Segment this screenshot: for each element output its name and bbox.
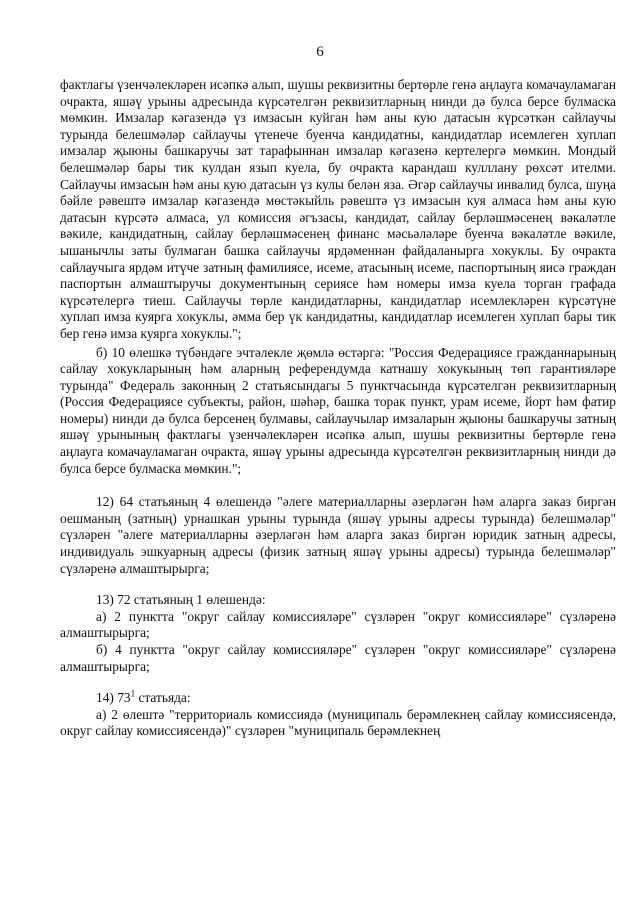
paragraph-amendment-b: б) 10 өлешкә түбәндәге эчтәлекле җөмлә өстәргә: "Россия Федерациясе гражданнарының сайлау хокукларының һәм аларның референдумда катнашу хокукының төп гарантияләре турында" Федераль законның 2 статьясындагы 5 пунктчасында күрсәтелгән реквизитларның (Россия Федерациясе субъекты, район, шәһәр, башка торак пункт, урам исеме, йорт һәм фатир номеры) нинди дә булса берсенең булмавы, сайлаучылар имзаларын җыюны башкаручы затның яшәү урынының фактлагы үзенчәлекләрен исәпкә алып, шушы реквизитны бертөрле генә аңлауга комачауламаган очракта, яшәү урыны адресында күрсәтелгән реквизитларның нинди дә булса берсе булмаска мөмкин."; — [60, 344, 616, 476]
document-body — [60, 77, 616, 740]
paragraph-continuation: фактлагы үзенчәлекләрен исәпкә алып, шушы реквизитны бертөрле генә аңлауга комачауламаган очракта, яшәү урыны адресында күрсәтелгән реквизитларның нинди дә булса берсе булмаска мөмкин. Имзалар кәгазендә үз имзасын куйган һәм аны кую датасын күрсәткән сайлаучы турында белешмәләр сайлаучы үтенече буенча кандидатны, кандидатлар исемлеген хуплап имзалар җыюны башкаручы зат тарафыннан имзалар кәгазенә кертелергә мөмкин. Мондый белешмәләр бары тик кулдан язып куела, бу очракта карандаш кулллану рөхсәт ителми. Сайлаучы имзасын һәм аны кую датасын үз кулы белән яза. Әгәр сайлаучы инвалид булса, шуңа бәйле рәвештә имзалар кәгазендә мөстәкыйль рәвештә үз имзасын куя алмаса һәм аны кую датасын күрсәтә алмаса, ул комиссия әгъзасы, кандидат, сайлау берләшмәсенең вәкаләтле вәкиле, кандидатның, сайлау берләшмәсенең финанс мәсьәләләре буенча вәкаләтле вәкиле, ышанычлы заты булмаган башка сайлаучы ярдәменнән файдаланырга хокуклы. Бу очракта сайлаучыга ярдәм итүче затның фамилиясе, исеме, атасының исеме, паспортының яисә граждан паспортын алмаштыручы документының сериясе һәм номеры имза куела торган графада күрсәтелергә тиеш. Сайлаучы төрле кандидатларны, кандидатлар исемлекләрен күрсәтүне хуплап имза куярга хокуклы, әмма бер үк кандидатны, кандидатлар исемлеген хуплап бары тик бер генә имза куярга хокуклы."; — [60, 77, 616, 341]
paragraph-item-13-a: а) 2 пунктта "округ сайлау комиссияләре" сүзләрен "округ комиссияләре" сүзләренә алмаштырырга; — [60, 608, 616, 641]
item-14-tail: статьяда: — [135, 690, 191, 706]
paragraph-item-13-b: б) 4 пунктта "округ сайлау комиссияләре" сүзләрен "округ комиссияләре" сүзләренә алмаштырырга; — [60, 642, 616, 674]
paragraph-item-14-a: а) 2 өлештә "территориаль комиссиядә (муниципаль берәмлекнең сайлау комиссиясендә, округ сайлау комиссиясендә)" сүзләрен "муниципаль берәмлекнең — [60, 706, 616, 739]
paragraph-item-12: 12) 64 статьяның 4 өлешендә "әлеге материалларны әзерләгән һәм аларга заказ биргән оешманың (затның) урнашкан урыны турында (яшәү урыны адресы турында) белешмәләр" сүзләрен "әлеге материалларны әзерләгән һәм аларга заказ биргән юридик затның адресы, индивидуаль эшкуарның адресы (физик затның яшәү урыны адресы) турында белешмәләр" сүзләренә алмаштырырга; — [60, 494, 616, 576]
item-14-lead: 14) 73 — [96, 690, 131, 706]
paragraph-item-13: 13) 72 статьяның 1 өлешендә: — [96, 592, 266, 608]
paragraph-item-14 — [60, 690, 616, 707]
page-number: 6 — [316, 44, 324, 60]
item-14-superscript: 1 — [130, 688, 136, 699]
